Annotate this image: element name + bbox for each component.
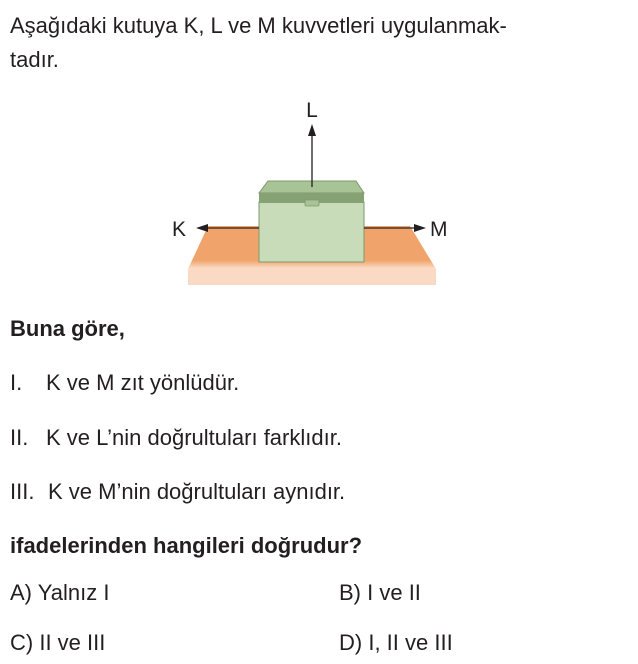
ground-surface-edge [188,269,436,285]
option-d[interactable] [339,630,453,656]
statement-1 [10,370,239,396]
question-text: ifadelerinden hangileri doğrudur? [10,533,363,558]
statement-3 [10,479,345,505]
question-stem [10,9,628,77]
option-a-label: A) [10,580,32,605]
arrow-m-head [414,224,426,232]
statement-1-number: I. [10,370,23,395]
stem-line-1: Aşağıdaki kutuya K, L ve M kuvvetleri uygulanmak- [10,13,507,38]
arrow-l-head [308,124,316,136]
statement-3-text: K ve M’nin doğrultuları aynıdır. [48,479,346,504]
option-d-text: I, II ve III [368,630,453,655]
option-a[interactable] [10,580,109,606]
statement-2-number: II. [10,425,29,450]
force-diagram-svg [160,92,470,292]
option-b-label: B) [339,580,361,605]
stem-line-2: tadır. [10,47,59,72]
lead-text: Buna göre, [10,316,125,341]
statement-2-text: K ve L’nin doğrultuları farklıdır. [46,425,342,450]
option-c-text: II ve III [39,630,106,655]
force-label-l: L [306,99,318,122]
option-d-label: D) [339,630,363,655]
option-a-text: Yalnız I [37,580,110,605]
force-label-m: M [430,218,448,241]
option-c-label: C) [10,630,34,655]
box-body [259,202,364,262]
option-b-text: I ve II [367,580,421,605]
option-b[interactable] [339,580,421,606]
force-label-k: K [172,218,187,241]
statement-1-text: K ve M zıt yönlüdür. [46,370,240,395]
box-latch [305,200,319,206]
arrow-k-head [196,224,208,232]
statement-2 [10,425,342,451]
statement-3-number: III. [10,479,35,504]
force-diagram [160,92,470,292]
option-c[interactable] [10,630,105,656]
